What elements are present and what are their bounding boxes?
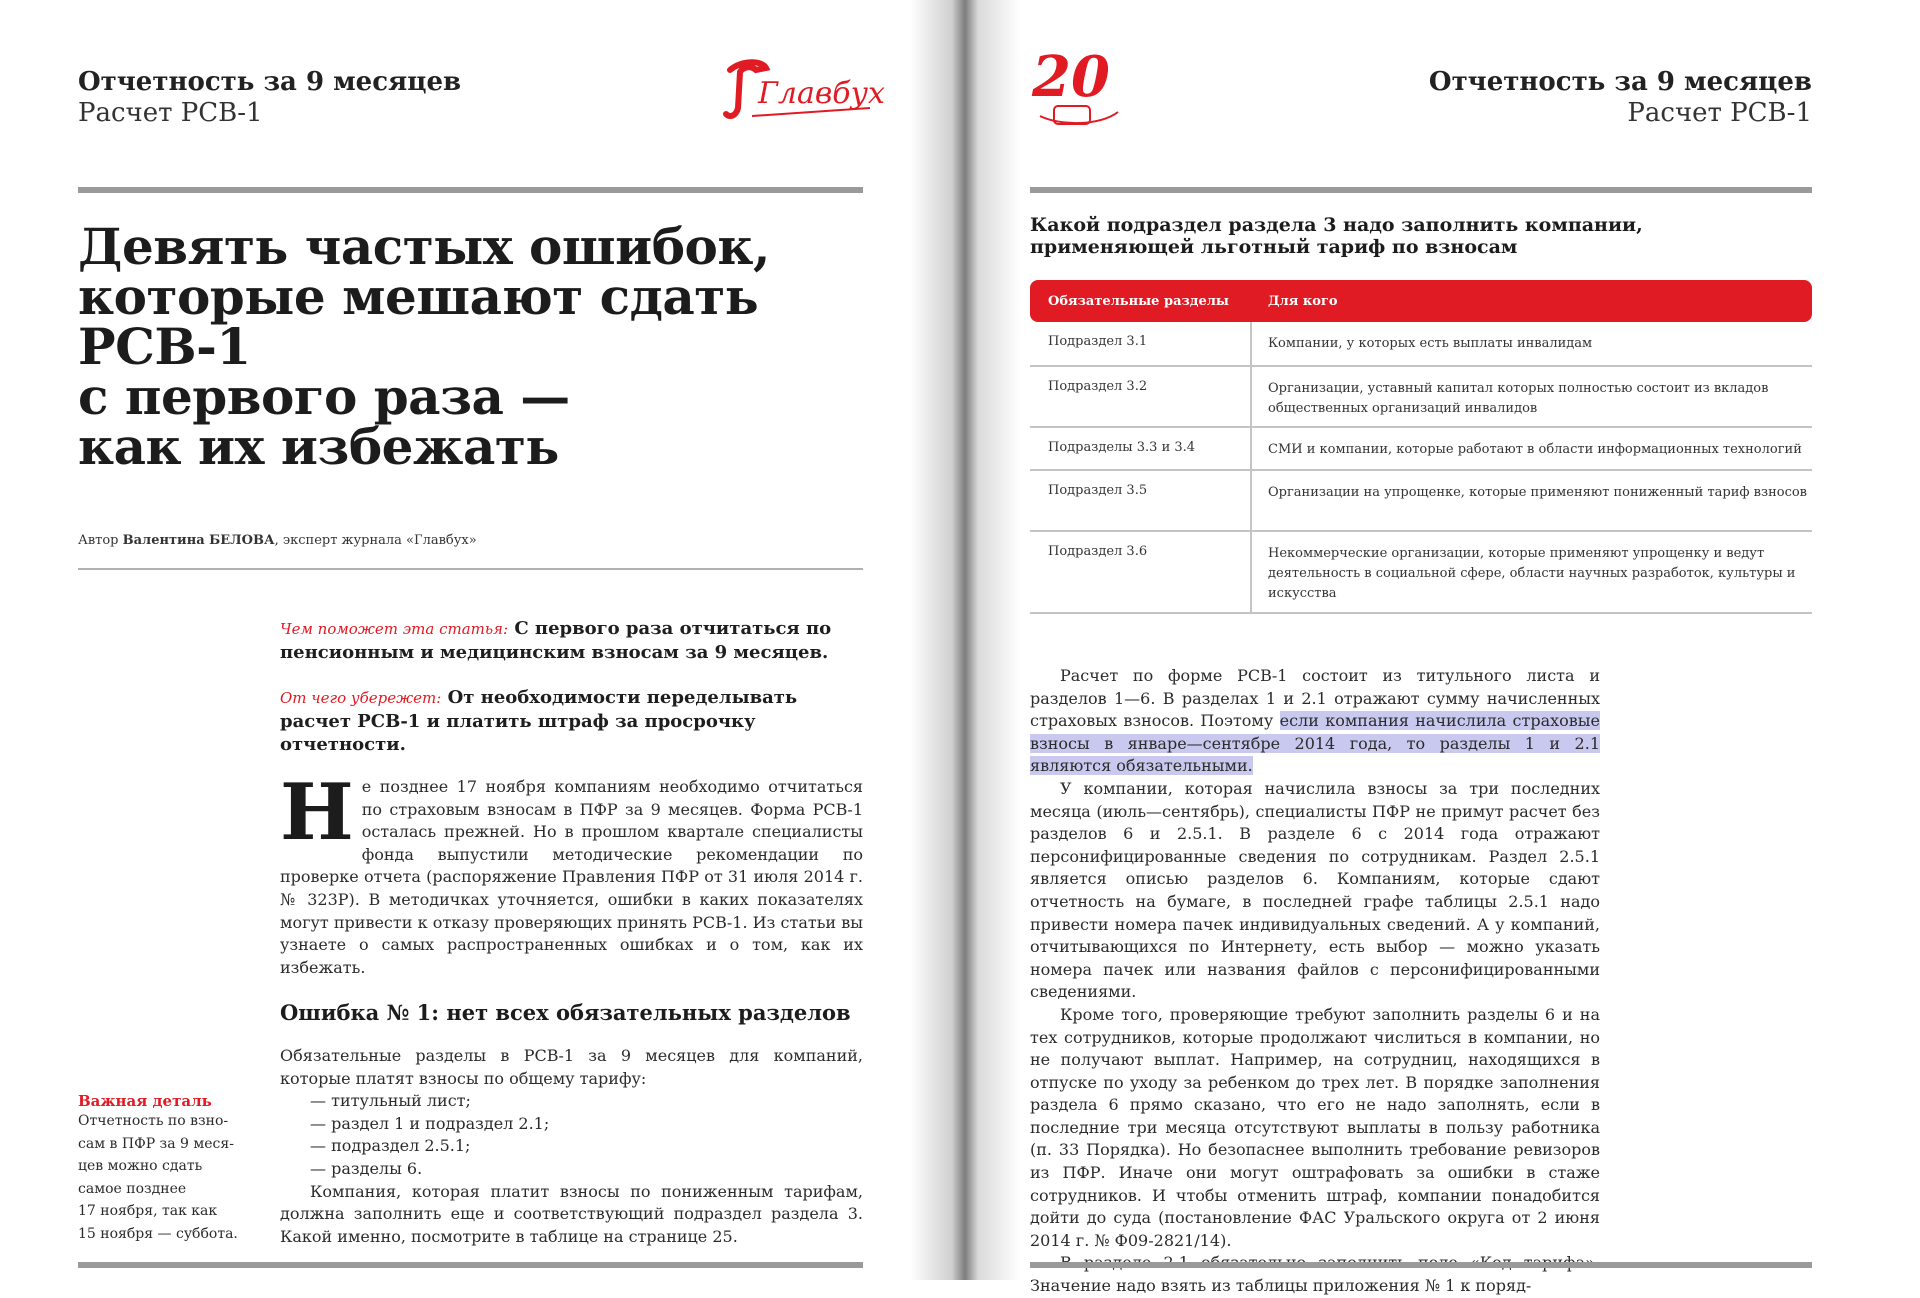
byline bbox=[78, 533, 477, 548]
table-header-col1: Обязательные разделы bbox=[1048, 293, 1229, 309]
anniversary-number: 20 bbox=[1032, 44, 1110, 110]
table-cell-section: Подраздел 3.1 bbox=[1048, 334, 1148, 349]
table-cell-section: Подраздел 3.5 bbox=[1048, 483, 1148, 498]
table-row bbox=[1030, 532, 1812, 614]
section-heading: Ошибка № 1: нет всех обязательных разделов bbox=[280, 1000, 851, 1025]
lead-protect bbox=[280, 686, 863, 756]
glavbukh-logo bbox=[722, 58, 885, 128]
byline-rule bbox=[78, 568, 863, 570]
header-subtitle: Расчет РСВ-1 bbox=[78, 98, 263, 128]
table-title-line: применяющей льготный тариф по взносам bbox=[1030, 236, 1518, 258]
table-row bbox=[1030, 322, 1812, 367]
section-paragraph: Обязательные разделы в РСВ-1 за 9 месяцев для компаний, которые платят взносы по общему тарифу: bbox=[280, 1046, 863, 1088]
headline-line: как их избежать bbox=[78, 417, 559, 476]
footer-rule bbox=[1030, 1262, 1812, 1268]
sidenote bbox=[78, 1092, 258, 1245]
sidenote-line: самое позднее bbox=[78, 1180, 187, 1197]
byline-author: Валентина БЕЛОВА bbox=[122, 533, 275, 548]
sidenote-line: цев можно сдать bbox=[78, 1158, 203, 1174]
lead-protect-text: От необходимости переделывать расчет РСВ-1 и платить штраф за просрочку отчетности. bbox=[280, 687, 798, 755]
body-paragraph: Кроме того, проверяющие требуют заполнить разделы 6 и на тех сотрудников, которые продолжают числиться в компании, но не получают выплат. Например, на сотрудниц, находящихся в отпуске по уходу за ребенком до трех лет. В порядке заполнения раздела 6 прямо сказано, что его не надо заполнять, если в последние три месяца отсутствуют выплаты в пользу работника (п. 33 Порядка). Но безопаснее выполнить требование ревизоров из ПФР. Иначе они могут оштрафовать за ошибки в стаже сотрудников. И чтобы отменить штраф, компании понадобится дойти до суда (постановление ФАС Уральского округа от 2 июня 2014 г. № Ф09-2821/14). bbox=[1030, 1004, 1600, 1250]
table-row bbox=[1030, 367, 1812, 428]
table-cell-section: Подраздел 3.6 bbox=[1048, 544, 1148, 559]
header-subtitle: Расчет РСВ-1 bbox=[1627, 98, 1812, 128]
table-cell-section: Подразделы 3.3 и 3.4 bbox=[1048, 440, 1196, 455]
table-cell-who: Организации, уставный капитал которых полностью состоит из вкладов общественных организаций инвалидов bbox=[1268, 381, 1769, 416]
table-cell-who: Компании, у которых есть выплаты инвалидам bbox=[1268, 336, 1593, 351]
header-title: Отчетность за 9 месяцев bbox=[1428, 67, 1812, 97]
lead-help-tag: Чем поможет эта статья: bbox=[280, 620, 509, 638]
section-body bbox=[280, 1045, 863, 1248]
list-item: — подраздел 2.5.1; bbox=[310, 1136, 471, 1156]
left-page bbox=[0, 0, 958, 1280]
table-cell-who: Некоммерческие организации, которые применяют упрощенку и ведут деятельность в социальной сфере, области научных разработок, культуры и искусства bbox=[1268, 546, 1796, 601]
body-paragraph: У компании, которая начислила взносы за три последних месяца (июль—сентябрь), специалисты ПФР не примут расчет без разделов 6 и 2.5.1. В разделе 6 с 2014 года отражают персонифицированные сведения по сотрудникам. Раздел 2.5.1 является описью разделов 6. Компаниям, которые сдают отчетность на бумаге, в последней графе таблицы 2.5.1 надо привести номера пачек индивидуальных сведений. А у компаний, отчитывающихся по Интернету, есть выбор — можно указать номера пачек или названия файлов с персонифицированными сведениями. bbox=[1030, 778, 1600, 1002]
sidenote-line: 15 ноября — суббота. bbox=[78, 1225, 238, 1242]
table-title bbox=[1030, 214, 1812, 258]
headline-line: с первого раза — bbox=[78, 367, 570, 426]
sidenote-line: 17 ноября, так как bbox=[78, 1203, 218, 1219]
body-text: Расчет по форме РСВ-1 состоит из титульного листа и разделов 1—6. В разделах 1 и 2.1 отражают сумму начисленных страховых взносов. Поэтому bbox=[1030, 666, 1600, 731]
table-title-line: Какой подраздел раздела 3 надо заполнить компании, bbox=[1030, 214, 1643, 236]
list-item: — разделы 6. bbox=[310, 1158, 423, 1178]
anniversary-logo bbox=[1030, 44, 1126, 140]
table-row bbox=[1030, 428, 1812, 471]
byline-prefix: Автор bbox=[78, 533, 123, 548]
table-cell-section: Подраздел 3.2 bbox=[1048, 379, 1148, 394]
intro-text: е позднее 17 ноября компаниям необходимо отчитаться по страховым взносам в ПФР за 9 месяцев. Форма РСВ-1 осталась прежней. Но в прошлом квартале специалисты фонда выпустили методические рекомендации по проверке отчета (распоряжение Правления ПФР от 31 июля 2014 г. № 323Р). В методичках уточняется, ошибки в каких показателях могут привести к отказу проверяющих принять РСВ-1. Из статьи вы узнаете о самых распространенных ошибках и о том, как их избежать. bbox=[280, 777, 863, 977]
lead-block bbox=[280, 617, 863, 778]
header-rule bbox=[78, 187, 863, 193]
header-title: Отчетность за 9 месяцев bbox=[78, 67, 462, 97]
lead-help bbox=[280, 617, 863, 664]
table-header bbox=[1030, 280, 1812, 322]
headline-line: которые мешают сдать РСВ-1 bbox=[78, 267, 759, 376]
glavbukh-logo-text: Главбух bbox=[758, 76, 885, 111]
article-headline bbox=[78, 217, 898, 476]
table-header-col2: Для кого bbox=[1268, 293, 1338, 309]
byline-suffix: , эксперт журнала «Главбух» bbox=[274, 533, 477, 548]
lead-help-text: С первого раза отчитаться по пенсионным и медицинским взносам за 9 месяцев. bbox=[280, 618, 832, 663]
sidenote-line: сам в ПФР за 9 меся- bbox=[78, 1135, 234, 1152]
table-cell-who: СМИ и компании, которые работают в области информационных технологий bbox=[1268, 442, 1802, 457]
lead-protect-tag: От чего убережет: bbox=[280, 689, 442, 707]
highlighted-text[interactable]: если компания начислила страховые взносы в январе—сентябре 2014 года, то разделы 1 и 2.1 являются обязательными. bbox=[1030, 711, 1600, 776]
table-row bbox=[1030, 471, 1812, 532]
drop-cap: Н bbox=[280, 767, 354, 858]
body-paragraph bbox=[1030, 665, 1600, 778]
right-body bbox=[1030, 665, 1600, 1298]
headline-line: Девять частых ошибок, bbox=[78, 217, 770, 276]
list-item: — раздел 1 и подраздел 2.1; bbox=[310, 1113, 550, 1133]
body-paragraph: Значение надо взять из таблицы приложения № 1 к поряд- bbox=[1030, 1276, 1532, 1296]
list-item: — титульный лист; bbox=[310, 1091, 471, 1111]
section-paragraph: Компания, которая платит взносы по пониженным тарифам, должна заполнить еще и соответствующий подраздел раздела 3. Какой именно, посмотрите в таблице на странице 25. bbox=[280, 1181, 863, 1246]
table-cell-who: Организации на упрощенке, которые применяют пониженный тариф взносов bbox=[1268, 485, 1808, 500]
sidenote-line: Отчетность по взно- bbox=[78, 1113, 229, 1129]
header-rule bbox=[1030, 187, 1812, 193]
footer-rule bbox=[78, 1262, 863, 1268]
sidenote-title: Важная деталь bbox=[78, 1092, 212, 1110]
intro-paragraph bbox=[280, 767, 863, 979]
right-page bbox=[958, 0, 1920, 1296]
